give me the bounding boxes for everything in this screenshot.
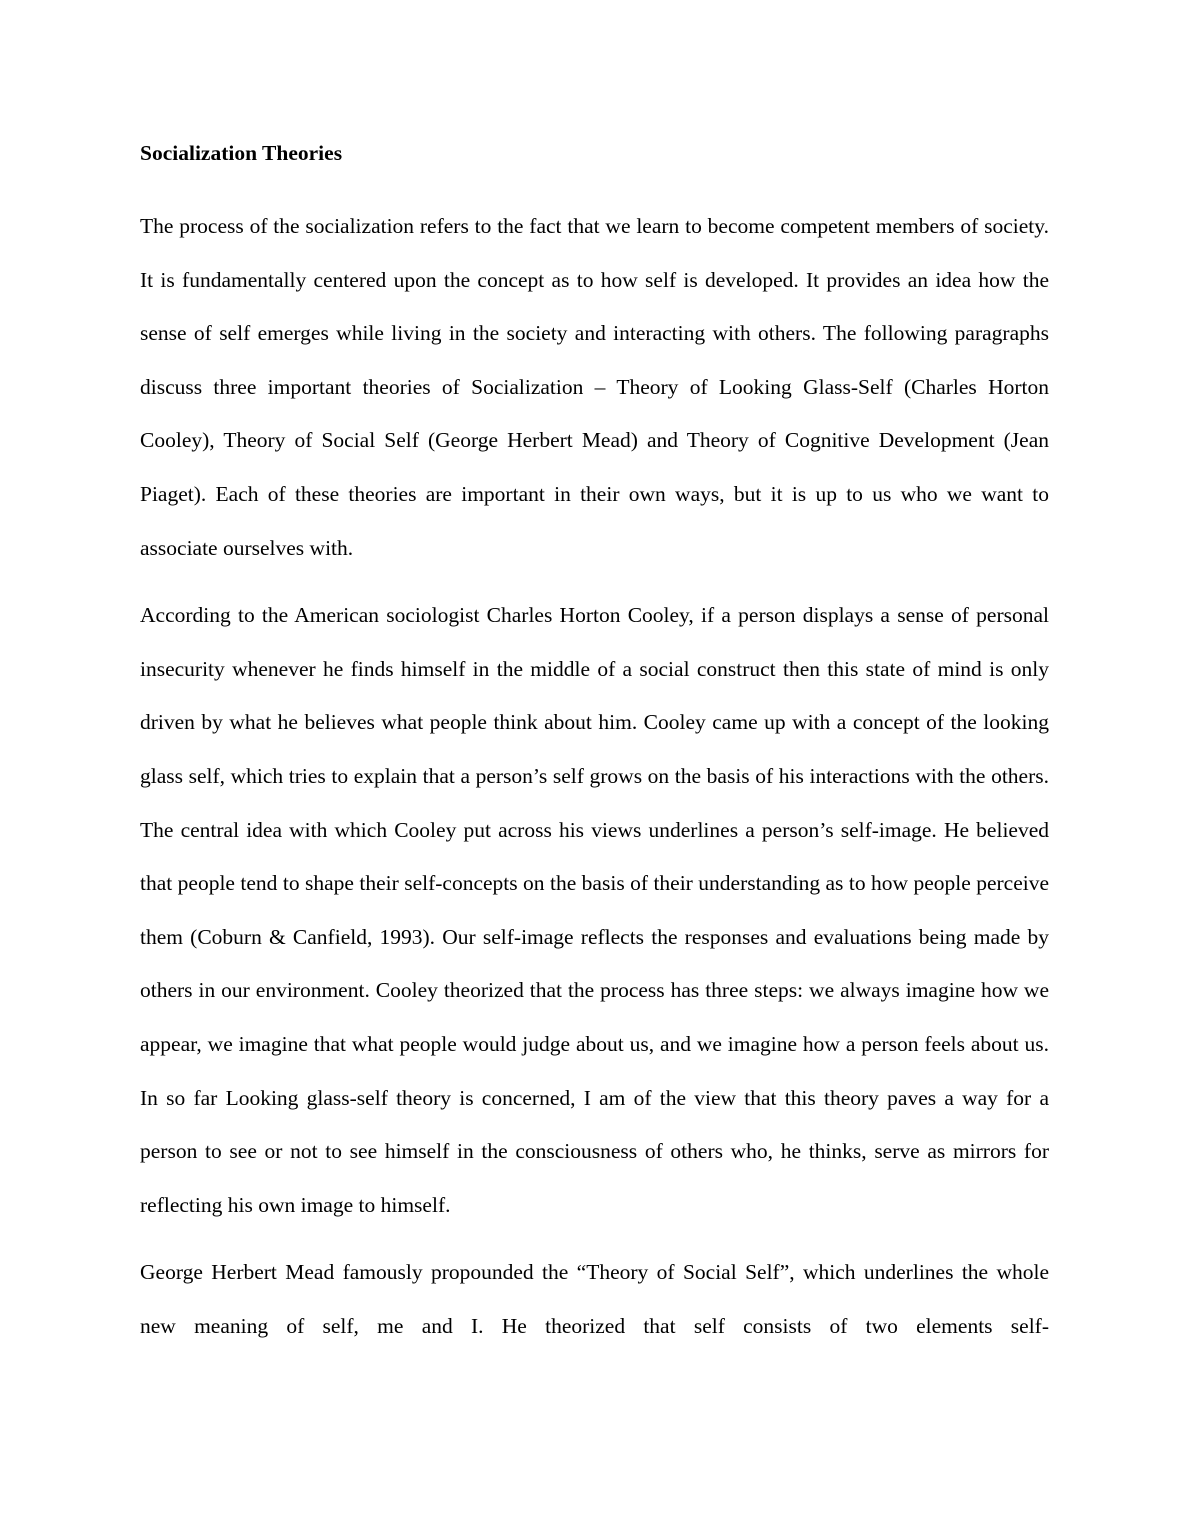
paragraph-introduction: The process of the socialization refers to the fact that we learn to become competent members of society. It is fundamentally centered upon the concept as to how self is developed. It provides an idea how the sense of self emerges while living in the society and interacting with others. The following paragraphs discuss three important theories of Socialization – Theory of Looking Glass-Self (Charles Horton Cooley), Theory of Social Self (George Herbert Mead) and Theory of Cognitive Development (Jean Piaget). Each of these theories are important in their own ways, but it is up to us who we want to associate ourselves with. (140, 214, 1049, 560)
paragraph-cooley: According to the American sociologist Charles Horton Cooley, if a person displays a sense of personal insecurity whenever he finds himself in the middle of a social construct then this state of mind is only driven by what he believes what people think about him. Cooley came up with a concept of the looking glass self, which tries to explain that a person’s self grows on the basis of his interactions with the others. The central idea with which Cooley put across his views underlines a person’s self-image. He believed that people tend to shape their self-concepts on the basis of their understanding as to how people perceive them (Coburn & Canfield, 1993). Our self-image reflects the responses and evaluations being made by others in our environment. Cooley theorized that the process has three steps: we always imagine how we appear, we imagine that what people would judge about us, and we imagine how a person feels about us. In so far Looking glass-self theory is concerned, I am of the view that this theory paves a way for a person to see or not to see himself in the consciousness of others who, he thinks, serve as mirrors for reflecting his own image to himself. (140, 603, 1049, 1217)
paragraph-mead: George Herbert Mead famously propounded the “Theory of Social Self”, which underlines the whole new meaning of self, me and I. He theorized that self consists of two elements self- (140, 1260, 1049, 1338)
document-title: Socialization Theories (140, 141, 343, 165)
document-body (140, 138, 1049, 1367)
